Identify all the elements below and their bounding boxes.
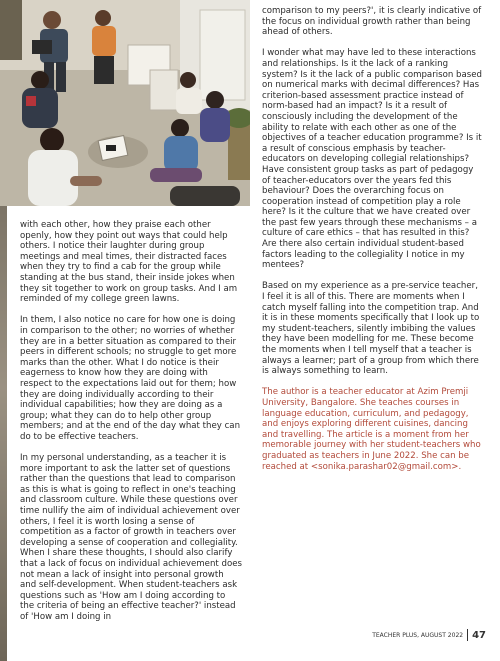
magazine-issue: TEACHER PLUS, AUGUST 2022 (372, 631, 464, 639)
article-photo (0, 0, 250, 206)
body-paragraph: In them, I also notice no care for how one is doing in comparison to the other; no worries of whether they are in a better situation as compared to their peers in different schools; no struggle to get more marks than the other. What I do notice is their eagerness to know how they are doing with respect to the expectations laid out for them; how they are doing individually according to their individual capabilities; how they are doing as a group; what they can do to help other group members; and at the end of the day what they can do to be effective teachers. (20, 315, 241, 442)
right-column (262, 6, 482, 483)
body-paragraph: with each other, how they praise each other openly, how they point out ways that could help others. I notice their laughter during group meetings and meal times, their distracted faces when they try to find a cab for the group while standing at the bus stand, their inside jokes when they sit together to work on group tasks. And I am reminded of my college green lawns. (20, 220, 238, 305)
body-paragraph: In my personal understanding, as a teacher it is more important to ask the latter set of questions rather than the questions that lead to comparison as this is what is going to reflect in one's teaching and classroom culture. While these questions over time nullify the aim of individual achievement over others, I feel it is worth losing a sense of competition as a factor of growth in teachers over developing a sense of cooperation and collegiality. When I share these thoughts, I should also clarify that a lack of focus on individual achievement does not mean a lack of insight into personal growth and self-development. When student-teachers ask questions such as 'How am I doing according to the criteria of being an effective teacher?' instead of 'How am I doing in (20, 453, 242, 622)
author-bio (262, 387, 482, 472)
author-bio-text: The author is a teacher educator at Azim Premji University, Bangalore. She teaches courses in language education, curriculum, and pedagogy, and enjoys exploring different cuisines, dancing and travelling. The article is a moment from her memorable journey with her student-teachers who graduated as teachers in June 2022. She can be reached at (262, 387, 481, 472)
author-email-link[interactable]: <sonika.parashar02@gmail.com> (310, 461, 459, 472)
group-discussion-photo (0, 0, 250, 206)
body-paragraph: I wonder what may have led to these interactions and relationships. Is it the lack of a ranking system? Is it the lack of a public comparison based on numerical marks with decimal differences? Has criterion-based assessment practice instead of norm-based had an impact? Is it a result of consciously including the development of the ability to relate with each other as one of the objectives of a teacher education programme? Is it a result of conscious emphasis by teacher-educators on developing collegial relationships? Have consistent group tasks as part of pedagogy of teacher-educators over the years fed this behaviour? Does the overarching focus on cooperation instead of competition play a role here? Is it the culture that we have created over the past few years through these mechanisms – a culture of care ethics – that has resulted in this? Are there also certain individual student-based factors leading to the collegiality I notice in my mentees? (262, 48, 482, 271)
body-paragraph: comparison to my peers?', it is clearly indicative of the focus on individual growth rather than being ahead of others. (262, 6, 482, 38)
footer-divider (467, 629, 468, 641)
photo-edge-strip (0, 206, 7, 661)
body-paragraph: Based on my experience as a pre-service teacher, I feel it is all of this. There are moments when I catch myself falling into the competition trap. And it is in these moments specifically that I look up to my student-teachers, silently imbibing the values they have been modelling for me. These become the moments when I tell myself that a teacher is always a learner; part of a group from which there is always something to learn. (262, 281, 480, 377)
page-number: 47 (472, 629, 486, 641)
left-column (20, 220, 242, 633)
author-bio-end: . (458, 461, 462, 472)
page-footer (372, 629, 486, 641)
